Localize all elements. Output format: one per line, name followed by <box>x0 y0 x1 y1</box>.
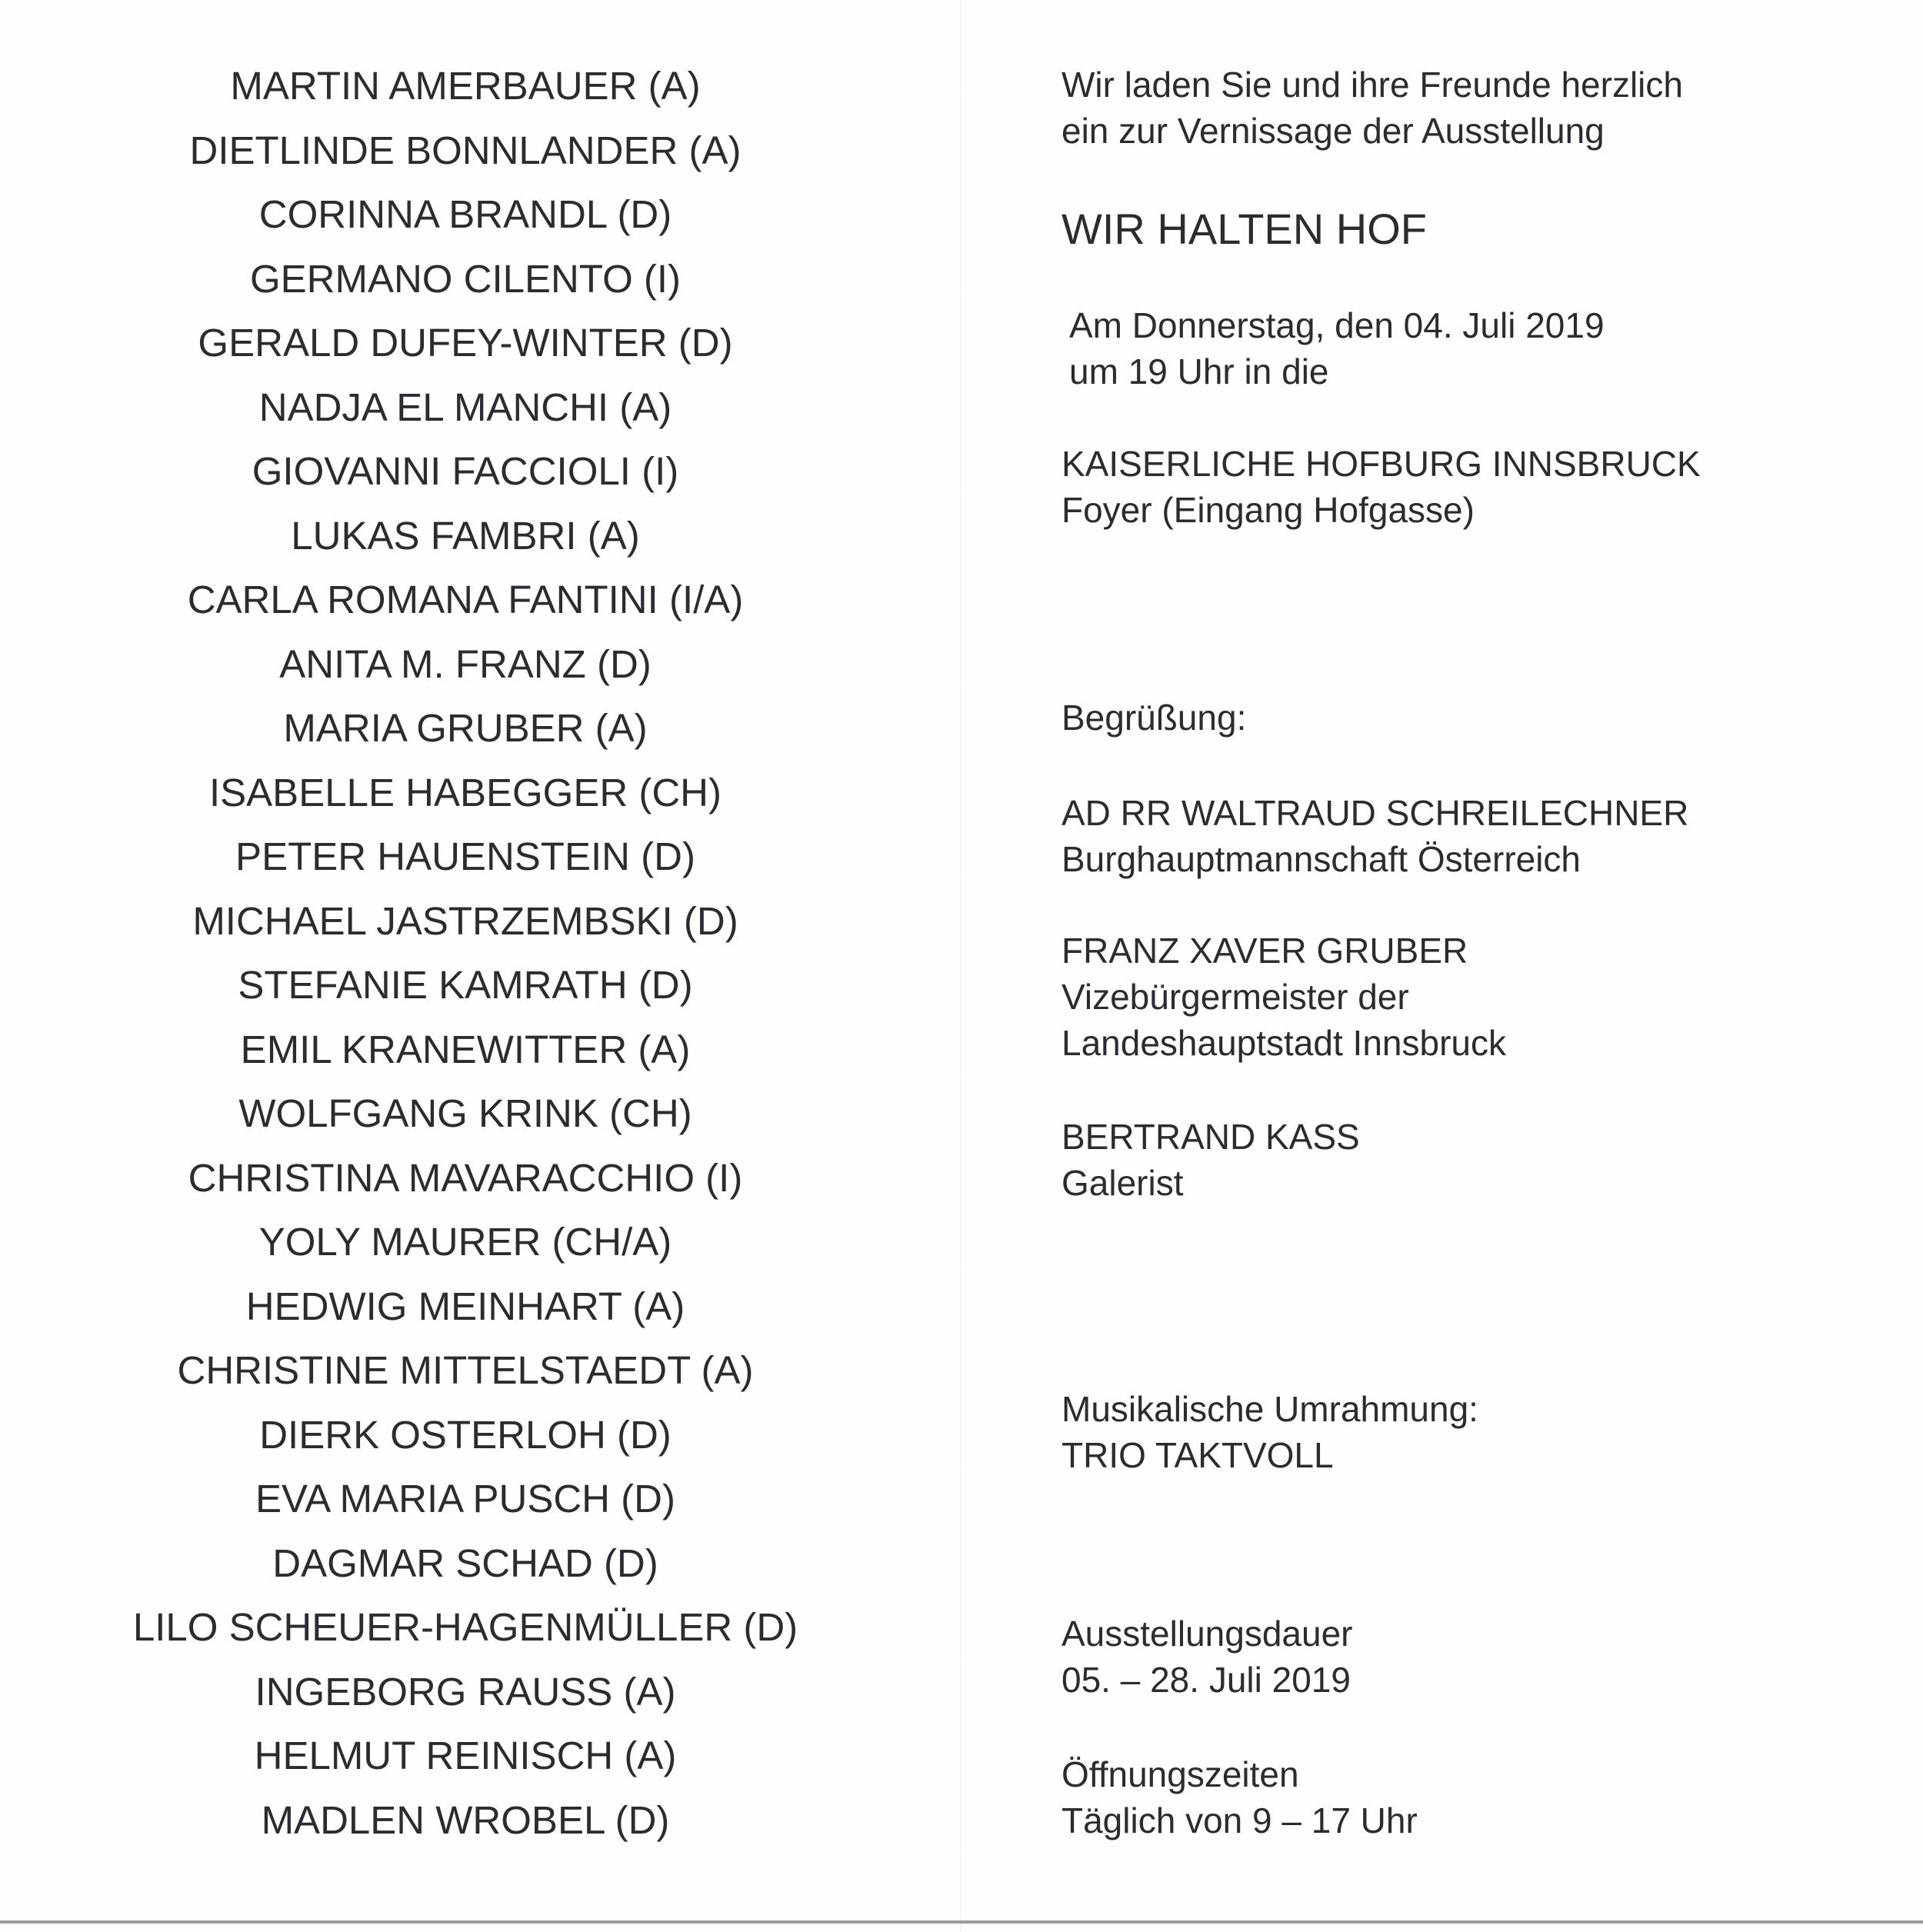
artist-name: YOLY MAURER (CH/A) <box>258 1220 672 1264</box>
invitation-line: Wir laden Sie und ihre Freunde herzlich <box>1061 65 1683 105</box>
time-line: um 19 Uhr in die <box>1069 351 1329 391</box>
venue <box>1061 441 1701 533</box>
artist-name: GIOVANNI FACCIOLI (I) <box>252 449 679 493</box>
artist-name: LUKAS FAMBRI (A) <box>291 513 640 558</box>
artist-name: HEDWIG MEINHART (A) <box>245 1284 685 1328</box>
speaker-name: FRANZ XAVER GRUBER <box>1061 931 1468 971</box>
artist-name: MICHAEL JASTRZEMBSKI (D) <box>192 898 738 943</box>
artist-name: INGEBORG RAUSS (A) <box>255 1669 676 1714</box>
artist-name: GERMANO CILENTO (I) <box>249 256 682 301</box>
artist-name: PETER HAUENSTEIN (D) <box>235 834 695 878</box>
event-date <box>1069 302 1605 395</box>
fold-line <box>960 0 962 1932</box>
speaker-role: Galerist <box>1061 1163 1184 1203</box>
speaker <box>1061 928 1506 1066</box>
speaker <box>1061 790 1688 882</box>
artist-name: NADJA EL MANCHI (A) <box>258 385 672 429</box>
duration-label: Ausstellungsdauer <box>1061 1614 1353 1654</box>
artist-name: CORINNA BRANDL (D) <box>258 192 672 236</box>
venue-detail: Foyer (Eingang Hofgasse) <box>1061 490 1475 530</box>
artist-name: MARIA GRUBER (A) <box>283 706 648 750</box>
artist-name: DIETLINDE BONNLANDER (A) <box>189 128 742 172</box>
invitation-text <box>1061 62 1683 154</box>
speaker <box>1061 1114 1360 1206</box>
artist-name: MARTIN AMERBAUER (A) <box>230 64 701 108</box>
artist-name: CHRISTINE MITTELSTAEDT (A) <box>177 1348 754 1392</box>
artist-list <box>0 62 931 1860</box>
music-section <box>1061 1386 1478 1478</box>
artist-name: EVA MARIA PUSCH (D) <box>255 1477 675 1521</box>
duration-section <box>1061 1611 1352 1703</box>
hours-label: Öffnungszeiten <box>1061 1754 1299 1794</box>
greeting-label: Begrüßung: <box>1061 698 1247 738</box>
artist-name: WOLFGANG KRINK (CH) <box>238 1091 692 1135</box>
venue-name: KAISERLICHE HOFBURG INNSBRUCK <box>1061 444 1701 484</box>
artist-name: STEFANIE KAMRATH (D) <box>238 963 693 1007</box>
speaker-name: BERTRAND KASS <box>1061 1117 1360 1157</box>
exhibition-title: WIR HALTEN HOF <box>1061 205 1427 253</box>
artist-name: EMIL KRANEWITTER (A) <box>240 1027 691 1071</box>
speaker-role: Burghauptmannschaft Österreich <box>1061 839 1581 879</box>
speaker-name: AD RR WALTRAUD SCHREILECHNER <box>1061 793 1689 833</box>
opening-hours-section <box>1061 1751 1418 1844</box>
duration-value: 05. – 28. Juli 2019 <box>1061 1660 1351 1700</box>
artist-name: CHRISTINA MAVARACCHIO (I) <box>188 1155 743 1200</box>
artist-name: DAGMAR SCHAD (D) <box>272 1541 658 1585</box>
artist-name: HELMUT REINISCH (A) <box>254 1734 677 1777</box>
bottom-edge <box>0 1920 1923 1924</box>
date-line: Am Donnerstag, den 04. Juli 2019 <box>1069 305 1605 345</box>
artist-name: GERALD DUFEY-WINTER (D) <box>198 321 733 365</box>
artist-name: MADLEN WROBEL (D) <box>261 1797 670 1842</box>
artist-name: LILO SCHEUER-HAGENMÜLLER (D) <box>132 1605 798 1649</box>
music-performer: TRIO TAKTVOLL <box>1061 1435 1334 1475</box>
speaker-role: Landeshauptstadt Innsbruck <box>1061 1023 1506 1063</box>
invitation-line: ein zur Vernissage der Ausstellung <box>1061 111 1605 151</box>
artist-name: ISABELLE HABEGGER (CH) <box>208 770 722 814</box>
hours-value: Täglich von 9 – 17 Uhr <box>1061 1800 1418 1840</box>
artist-name: ANITA M. FRANZ (D) <box>279 641 652 686</box>
speaker-role: Vizebürgermeister der <box>1061 977 1409 1017</box>
artist-name: DIERK OSTERLOH (D) <box>259 1412 672 1457</box>
artist-name: CARLA ROMANA FANTINI (I/A) <box>187 578 744 621</box>
music-label: Musikalische Umrahmung: <box>1061 1389 1478 1429</box>
